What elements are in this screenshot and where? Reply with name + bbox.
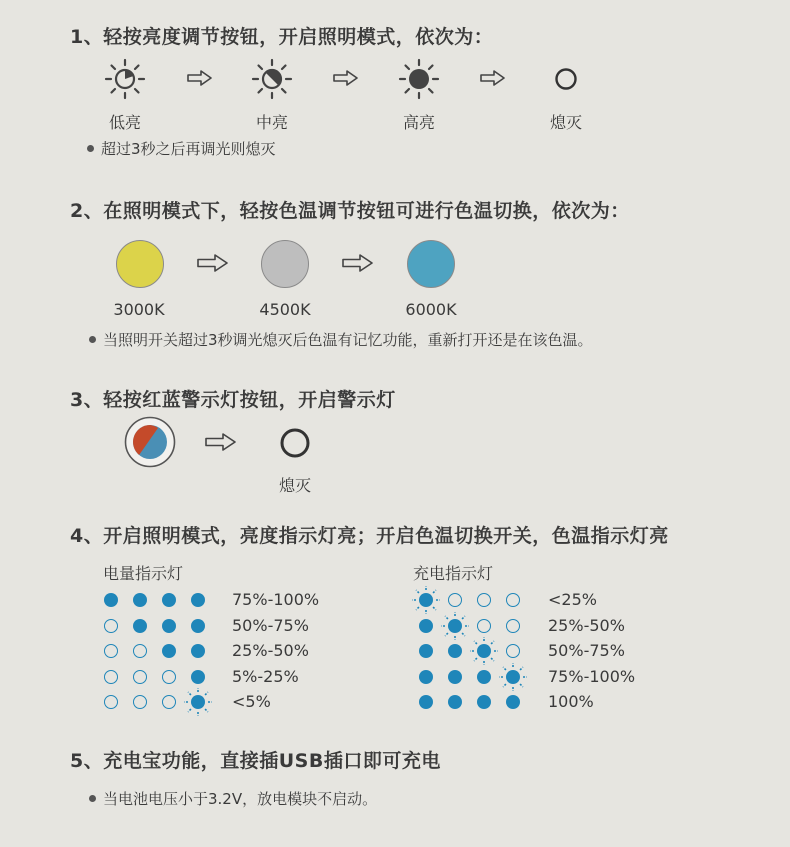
blinking-dot-icon <box>183 687 213 717</box>
lit-dot-icon <box>448 670 462 684</box>
blinking-dot-icon <box>411 585 441 615</box>
section4-heading: 4、开启照明模式，亮度指示灯亮；开启色温切换开关，色温指示灯亮 <box>70 525 669 547</box>
section5-note: 当电池电压小于3.2V，放电模块不启动。 <box>103 790 378 808</box>
unlit-dot-icon <box>133 644 147 658</box>
unlit-dot-icon <box>104 619 118 633</box>
temp-6000k-label: 6000K <box>405 300 457 319</box>
bullet-icon <box>87 145 94 152</box>
lit-dot-icon <box>477 695 491 709</box>
lit-dot-icon <box>448 644 462 658</box>
bullet-icon <box>89 795 96 802</box>
lit-dot-icon <box>133 593 147 607</box>
ring-off-icon <box>554 67 578 91</box>
color-4500k-swatch <box>261 240 309 288</box>
step-mid-label: 中亮 <box>255 113 288 132</box>
unlit-dot-icon <box>133 695 147 709</box>
unlit-dot-icon <box>477 619 491 633</box>
lit-dot-icon <box>162 619 176 633</box>
indicator-level-label: 25%-50% <box>232 641 309 660</box>
step-low-label: 低亮 <box>108 113 141 132</box>
lit-dot-icon <box>104 593 118 607</box>
unlit-dot-icon <box>448 593 462 607</box>
lit-dot-icon <box>419 644 433 658</box>
blinking-dot-icon <box>440 611 470 641</box>
blinking-dot-icon <box>469 636 499 666</box>
unlit-dot-icon <box>477 593 491 607</box>
lit-dot-icon <box>191 593 205 607</box>
step-off-label: 熄灭 <box>549 113 582 132</box>
color-3000k-swatch <box>116 240 164 288</box>
step-high-label: 高亮 <box>402 113 435 132</box>
sun-mid-icon <box>251 58 293 100</box>
arrow-icon <box>342 254 374 272</box>
lit-dot-icon <box>162 644 176 658</box>
lit-dot-icon <box>477 670 491 684</box>
unlit-dot-icon <box>506 619 520 633</box>
bullet-icon <box>89 336 96 343</box>
arrow-icon <box>333 70 359 86</box>
section5-heading: 5、充电宝功能，直接插USB插口即可充电 <box>70 750 441 772</box>
battery-indicator-title: 电量指示灯 <box>103 564 184 583</box>
section3-heading: 3、轻按红蓝警示灯按钮，开启警示灯 <box>70 389 396 411</box>
indicator-level-label: 75%-100% <box>232 590 320 609</box>
lit-dot-icon <box>191 644 205 658</box>
section2-heading: 2、在照明模式下，轻按色温调节按钮可进行色温切换，依次为： <box>70 200 630 222</box>
lit-dot-icon <box>191 619 205 633</box>
arrow-icon <box>187 70 213 86</box>
indicator-level-label: 75%-100% <box>548 666 636 686</box>
blinking-dot-icon <box>498 662 528 692</box>
color-6000k-swatch <box>407 240 455 288</box>
lit-dot-icon <box>191 670 205 684</box>
indicator-level-label: 100% <box>548 692 594 711</box>
arrow-icon <box>205 433 237 451</box>
indicator-level-label: 25%-50% <box>548 615 625 635</box>
indicator-level-label: 5%-25% <box>232 666 299 686</box>
unlit-dot-icon <box>104 695 118 709</box>
unlit-dot-icon <box>506 644 520 658</box>
section1-heading: 1、轻按亮度调节按钮，开启照明模式，依次为： <box>70 26 494 48</box>
sun-low-icon <box>104 58 146 100</box>
arrow-icon <box>197 254 229 272</box>
section2-note: 当照明开关超过3秒调光熄灭后色温有记忆功能，重新打开还是在该色温。 <box>103 331 593 349</box>
charging-indicator-title: 充电指示灯 <box>413 564 494 583</box>
indicator-level-label: <25% <box>548 590 597 609</box>
red-blue-warning-icon <box>124 416 176 468</box>
unlit-dot-icon <box>104 670 118 684</box>
unlit-dot-icon <box>133 670 147 684</box>
unlit-dot-icon <box>162 695 176 709</box>
arrow-icon <box>480 70 506 86</box>
temp-3000k-label: 3000K <box>113 300 165 319</box>
sun-high-icon <box>398 58 440 100</box>
lit-dot-icon <box>162 593 176 607</box>
lit-dot-icon <box>419 619 433 633</box>
lit-dot-icon <box>419 695 433 709</box>
temp-4500k-label: 4500K <box>259 300 311 319</box>
unlit-dot-icon <box>162 670 176 684</box>
warning-off-label: 熄灭 <box>278 476 311 495</box>
unlit-dot-icon <box>506 593 520 607</box>
ring-off-icon <box>279 427 311 459</box>
lit-dot-icon <box>133 619 147 633</box>
lit-dot-icon <box>419 670 433 684</box>
unlit-dot-icon <box>104 644 118 658</box>
lit-dot-icon <box>506 695 520 709</box>
indicator-level-label: 50%-75% <box>548 641 625 660</box>
indicator-level-label: 50%-75% <box>232 615 309 635</box>
indicator-level-label: <5% <box>232 692 271 711</box>
section1-note: 超过3秒之后再调光则熄灭 <box>101 140 276 158</box>
lit-dot-icon <box>448 695 462 709</box>
